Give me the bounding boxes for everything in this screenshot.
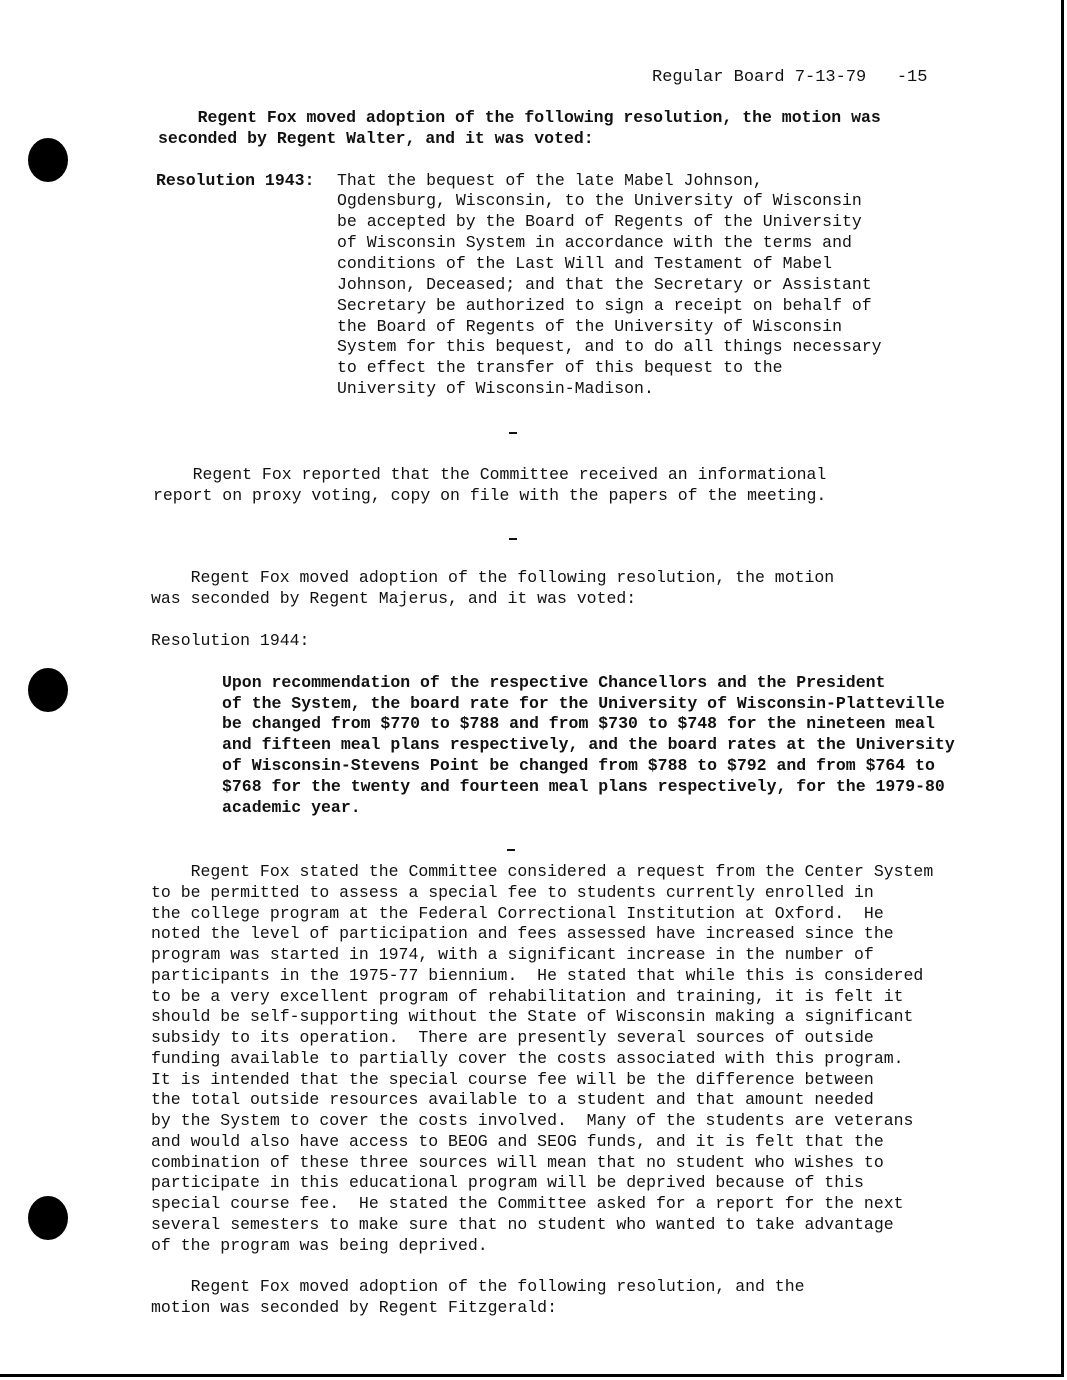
section-divider bbox=[509, 432, 517, 434]
resolution-line: System for this bequest, and to do all things necessary bbox=[337, 337, 882, 356]
resolution-line: of Wisconsin-Stevens Point be changed from $788 to $792 and from $764 to bbox=[222, 756, 935, 775]
resolution-line: be accepted by the Board of Regents of the University bbox=[337, 212, 862, 231]
resolution-line: Ogdensburg, Wisconsin, to the University of Wisconsin bbox=[337, 191, 862, 210]
paragraph-line: Regent Fox moved adoption of the following resolution, and the bbox=[151, 1277, 805, 1296]
punch-hole bbox=[28, 668, 68, 712]
resolution-label: Resolution 1943: bbox=[156, 171, 315, 190]
paragraph-line: participants in the 1975-77 biennium. He stated that while this is considered bbox=[151, 966, 924, 985]
resolution-line: conditions of the Last Will and Testament of Mabel bbox=[337, 254, 833, 273]
paragraph-line: Regent Fox reported that the Committee received an informational bbox=[153, 465, 827, 484]
paragraph-line: motion was seconded by Regent Fitzgerald: bbox=[151, 1298, 557, 1317]
section-divider bbox=[507, 849, 515, 851]
resolution-line: Upon recommendation of the respective Chancellors and the President bbox=[222, 673, 886, 692]
resolution-line: $768 for the twenty and fourteen meal plans respectively, for the 1979-80 bbox=[222, 777, 945, 796]
section-divider bbox=[509, 538, 517, 540]
paragraph-line: Regent Fox moved adoption of the following resolution, the motion bbox=[151, 568, 835, 587]
paragraph-line: by the System to cover the costs involved. Many of the students are veterans bbox=[151, 1111, 914, 1130]
paragraph-line: participate in this educational program will be deprived because of this bbox=[151, 1173, 864, 1192]
punch-hole bbox=[28, 1196, 68, 1240]
resolution-line: to effect the transfer of this bequest to the bbox=[337, 358, 783, 377]
paragraph-line: to be permitted to assess a special fee to students currently enrolled in bbox=[151, 883, 874, 902]
paragraph-line: funding available to partially cover the costs associated with this program. bbox=[151, 1049, 904, 1068]
resolution-line: be changed from $770 to $788 and from $730 to $748 for the nineteen meal bbox=[222, 714, 935, 733]
resolution-line: of Wisconsin System in accordance with the terms and bbox=[337, 233, 852, 252]
paragraph-line: report on proxy voting, copy on file with the papers of the meeting. bbox=[153, 486, 827, 505]
paragraph-line: It is intended that the special course fee will be the difference between bbox=[151, 1070, 874, 1089]
resolution-line: academic year. bbox=[222, 798, 361, 817]
paragraph-line: program was started in 1974, with a significant increase in the number of bbox=[151, 945, 874, 964]
paragraph-line: was seconded by Regent Majerus, and it was voted: bbox=[151, 589, 637, 608]
resolution-line: of the System, the board rate for the University of Wisconsin-Platteville bbox=[222, 694, 945, 713]
resolution-line: the Board of Regents of the University of Wisconsin bbox=[337, 317, 842, 336]
paragraph-line: Regent Fox stated the Committee considered a request from the Center System bbox=[151, 862, 934, 881]
paragraph-line: seconded by Regent Walter, and it was voted: bbox=[158, 129, 594, 148]
paragraph-line: should be self-supporting without the State of Wisconsin making a significant bbox=[151, 1007, 914, 1026]
resolution-line: Johnson, Deceased; and that the Secretary or Assistant bbox=[337, 275, 872, 294]
paragraph-line: the total outside resources available to a student and that amount needed bbox=[151, 1090, 874, 1109]
resolution-label: Resolution 1944: bbox=[151, 631, 310, 650]
paragraph-line: and would also have access to BEOG and SEOG funds, and it is felt that the bbox=[151, 1132, 884, 1151]
resolution-line: and fifteen meal plans respectively, and the board rates at the University bbox=[222, 735, 955, 754]
punch-hole bbox=[28, 138, 68, 182]
resolution-line: Secretary be authorized to sign a receipt on behalf of bbox=[337, 296, 872, 315]
paragraph-line: noted the level of participation and fees assessed have increased since the bbox=[151, 924, 894, 943]
paragraph-line: combination of these three sources will mean that no student who wishes to bbox=[151, 1153, 884, 1172]
paragraph-line: several semesters to make sure that no student who wanted to take advantage bbox=[151, 1215, 894, 1234]
paragraph-line: the college program at the Federal Correctional Institution at Oxford. He bbox=[151, 904, 884, 923]
page-header: Regular Board 7-13-79 -15 bbox=[652, 68, 928, 87]
paragraph-line: subsidy to its operation. There are presently several sources of outside bbox=[151, 1028, 874, 1047]
paragraph-line: Regent Fox moved adoption of the following resolution, the motion was bbox=[158, 108, 881, 127]
paragraph-line: to be a very excellent program of rehabilitation and training, it is felt it bbox=[151, 987, 904, 1006]
paragraph-line: of the program was being deprived. bbox=[151, 1236, 488, 1255]
resolution-line: That the bequest of the late Mabel Johnson, bbox=[337, 171, 763, 190]
resolution-line: University of Wisconsin-Madison. bbox=[337, 379, 654, 398]
paragraph-line: special course fee. He stated the Committee asked for a report for the next bbox=[151, 1194, 904, 1213]
